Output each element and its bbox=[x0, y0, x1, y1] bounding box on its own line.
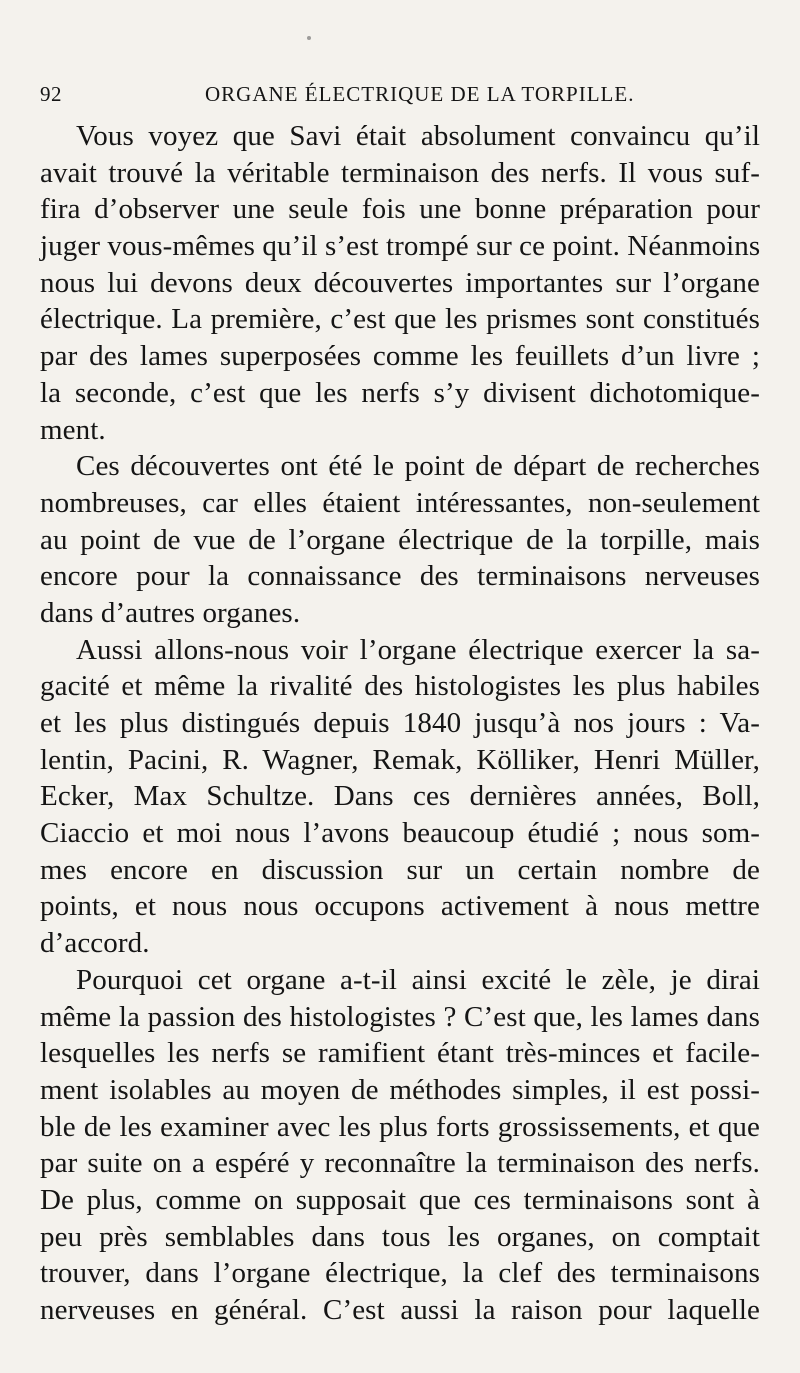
text-line: De plus, comme on supposait que ces terminaisons sont à bbox=[40, 1183, 760, 1216]
text-line: lentin, Pacini, R. Wagner, Remak, Kölliker, Henri Müller, bbox=[40, 743, 760, 776]
body-text bbox=[40, 118, 760, 1329]
running-title: ORGANE ÉLECTRIQUE DE LA TORPILLE. bbox=[205, 82, 635, 106]
text-line: ment isolables au moyen de méthodes simples, il est possi- bbox=[40, 1073, 760, 1106]
text-line: peu près semblables dans tous les organes, on comptait bbox=[40, 1220, 760, 1253]
page-header bbox=[40, 82, 760, 112]
text-line: Pourquoi cet organe a-t-il ainsi excité le zèle, je dirai bbox=[76, 963, 760, 996]
text-line: nerveuses en général. C’est aussi la raison pour laquelle bbox=[40, 1294, 760, 1326]
text-line: dans d’autres organes. bbox=[40, 596, 301, 629]
text-line: lesquelles les nerfs se ramifient étant très-minces et facile- bbox=[40, 1037, 760, 1070]
text-line: juger vous-mêmes qu’il s’est trompé sur ce point. Néanmoins bbox=[40, 230, 761, 263]
text-line: nous lui devons deux découvertes importantes sur l’organe bbox=[40, 266, 760, 299]
text-line: Ciaccio et moi nous l’avons beaucoup étudié ; nous som- bbox=[40, 817, 760, 850]
print-speck bbox=[307, 36, 311, 40]
text-line: nombreuses, car elles étaient intéressantes, non-seulement bbox=[40, 486, 760, 519]
text-line: d’accord. bbox=[40, 927, 150, 960]
text-line: électrique. La première, c’est que les prismes sont constitués bbox=[40, 303, 760, 336]
text-line: encore pour la connaissance des terminaisons nerveuses bbox=[40, 560, 760, 593]
text-line: trouver, dans l’organe électrique, la clef des terminaisons bbox=[40, 1257, 760, 1290]
text-line: la seconde, c’est que les nerfs s’y divisent dichotomique- bbox=[40, 376, 760, 409]
text-line: gacité et même la rivalité des histologistes les plus habiles bbox=[40, 670, 760, 703]
text-line: par des lames superposées comme les feuillets d’un livre ; bbox=[40, 340, 760, 373]
text-line: même la passion des histologistes ? C’est que, les lames dans bbox=[40, 1000, 760, 1033]
text-line: au point de vue de l’organe électrique de la torpille, mais bbox=[40, 523, 760, 556]
text-line: avait trouvé la véritable terminaison des nerfs. Il vous suf- bbox=[40, 156, 760, 189]
text-line: Ces découvertes ont été le point de départ de recherches bbox=[76, 450, 760, 483]
text-line: Aussi allons-nous voir l’organe électrique exercer la sa- bbox=[76, 633, 760, 666]
text-line: ble de les examiner avec les plus forts grossissements, et que bbox=[40, 1110, 760, 1143]
text-line: ment. bbox=[40, 413, 106, 446]
text-line: Ecker, Max Schultze. Dans ces dernières années, Boll, bbox=[40, 780, 760, 813]
text-line: mes encore en discussion sur un certain nombre de bbox=[40, 853, 760, 886]
text-line: Vous voyez que Savi était absolument convaincu qu’il bbox=[76, 120, 760, 152]
page-number: 92 bbox=[40, 82, 62, 106]
text-line: fira d’observer une seule fois une bonne préparation pour bbox=[40, 193, 760, 226]
text-line: par suite on a espéré y reconnaître la terminaison des nerfs. bbox=[40, 1147, 760, 1180]
text-line: et les plus distingués depuis 1840 jusqu’à nos jours : Va- bbox=[40, 707, 760, 739]
text-line: points, et nous nous occupons activement à nous mettre bbox=[40, 890, 760, 923]
